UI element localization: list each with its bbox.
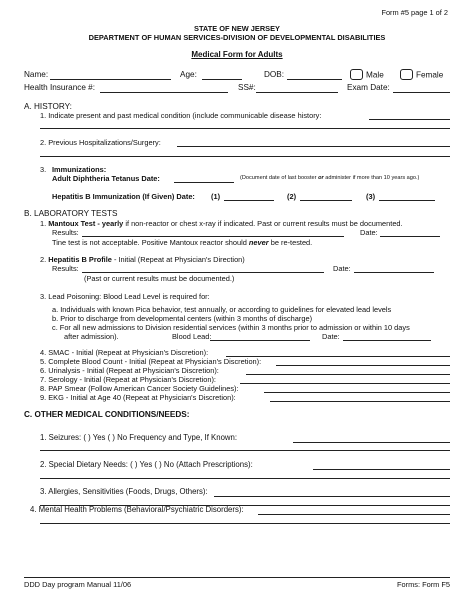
urinalysis-item: 6. Urinalysis - Initial (Repeat at Physician's Discretion): (40, 366, 219, 375)
ekg-field[interactable] (270, 401, 450, 402)
history-1-line[interactable] (40, 128, 450, 129)
mantoux-num: 1. (40, 219, 47, 228)
mantoux-date-field[interactable] (380, 236, 440, 237)
diet-field[interactable] (313, 469, 450, 470)
state-title: STATE OF NEW JERSEY (194, 24, 280, 33)
form-title: Medical Form for Adults (191, 50, 283, 59)
seizures-line[interactable] (40, 450, 450, 451)
dose-2-label: (2) (287, 192, 297, 201)
other-heading: C. OTHER MEDICAL CONDITIONS/NEEDS: (24, 410, 190, 419)
mantoux-desc: if non-reactor or chest x-ray if indicated. Past or current results must be documented. (125, 219, 403, 228)
seizures-field[interactable] (293, 442, 450, 443)
diphtheria-note-2: administer if more than 10 years ago.) (325, 175, 420, 181)
mantoux-item (40, 220, 403, 227)
exam-date-field[interactable] (393, 92, 450, 93)
department-title: DEPARTMENT OF HUMAN SERVICES-DIVISION OF DEVELOPMENTAL DISABILITIES (88, 33, 386, 42)
dob-label: DOB: (264, 70, 285, 79)
blood-lead-label: Blood Lead: (172, 332, 212, 341)
ekg-item: 9. EKG - Initial at Age 40 (Repeat at Physician's Discretion): (40, 393, 236, 402)
female-option[interactable] (400, 70, 443, 81)
lead-item-c: c. For all new admissions to Division residential services (within 3 months prior to admission or within 10 days (52, 323, 410, 332)
age-field[interactable] (202, 79, 242, 80)
hepb-profile-desc: - Initial (Repeat at Physician's Direction) (113, 255, 245, 264)
serology-field[interactable] (240, 383, 450, 384)
insurance-label: Health Insurance #: (24, 83, 96, 92)
age-label: Age: (180, 70, 197, 79)
hepb-profile-num: 2. (40, 255, 47, 264)
urinalysis-field[interactable] (246, 374, 450, 375)
mental-health-line[interactable] (40, 523, 450, 524)
exam-date-label: Exam Date: (347, 83, 390, 92)
male-checkbox[interactable] (350, 69, 363, 80)
cbc-item: 5. Complete Blood Count - Initial (Repeat at Physician's Discretion): (40, 357, 262, 366)
lead-item-a: a. Individuals with known Pica behavior, test annually, or according to guidelines for elevated lead levels (52, 305, 392, 314)
diet-item: 2. Special Dietary Needs: ( ) Yes ( ) No (Attach Prescriptions): (40, 460, 253, 469)
history-2-field[interactable] (177, 146, 450, 147)
female-checkbox[interactable] (400, 69, 413, 80)
cbc-field[interactable] (276, 365, 450, 366)
footer-right: Forms: Form F5 (397, 580, 450, 589)
pap-field[interactable] (264, 392, 450, 393)
blood-lead-field[interactable] (210, 340, 310, 341)
ssn-field[interactable] (256, 92, 338, 93)
dose-3-field[interactable] (379, 200, 435, 201)
dose-2-field[interactable] (300, 200, 352, 201)
seizures-item: 1. Seizures: ( ) Yes ( ) No Frequency and Type, If Known: (40, 433, 238, 442)
footer-left: DDD Day program Manual 11/06 (24, 580, 132, 589)
name-field[interactable] (50, 79, 171, 80)
history-2-line[interactable] (40, 156, 450, 157)
smac-item: 4. SMAC - Initial (Repeat at Physician's Discretion): (40, 348, 209, 357)
name-label: Name: (24, 70, 49, 79)
ssn-label: SS#: (238, 83, 256, 92)
mantoux-label: Mantoux Test - yearly (48, 219, 124, 228)
history-heading: A. HISTORY: (24, 102, 72, 111)
tine-note-2: be re-tested. (270, 238, 313, 247)
past-current-note: (Past or current results must be documented.) (84, 274, 235, 283)
hepb-results-field[interactable] (82, 272, 324, 273)
diphtheria-note (240, 176, 419, 182)
form-number: Form #5 page 1 of 2 (381, 8, 448, 17)
diphtheria-note-or: or (318, 175, 324, 181)
diphtheria-field[interactable] (174, 182, 234, 183)
hepb-immunization-label: Hepatitis B Immunization (If Given) Date: (52, 192, 195, 201)
male-label: Male (366, 70, 384, 80)
diphtheria-note-1: (Document date of last booster (240, 175, 317, 181)
serology-item: 7. Serology - Initial (Repeat at Physician's Discretion): (40, 375, 216, 384)
diphtheria-label: Adult Diphtheria Tetanus Date: (52, 174, 160, 183)
footer-rule (24, 577, 450, 578)
lead-item-c-cont: after admission). (64, 332, 119, 341)
hepb-date-label: Date: (333, 264, 351, 273)
lead-date-field[interactable] (343, 340, 431, 341)
lead-item-b: b. Prior to discharge from developmental centers (within 3 months of discharge) (52, 314, 313, 323)
hepb-profile-item (40, 256, 245, 263)
dose-1-label: (1) (211, 192, 221, 201)
mantoux-date-label: Date: (360, 228, 378, 237)
allergies-item: 3. Allergies, Sensitivities (Foods, Drugs, Others): (40, 487, 208, 496)
history-item-2: 2. Previous Hospitalizations/Surgery: (40, 138, 161, 147)
history-item-3-num: 3. (40, 165, 47, 174)
diet-line[interactable] (40, 478, 450, 479)
pap-item: 8. PAP Smear (Follow American Cancer Society Guidelines): (40, 384, 239, 393)
dose-3-label: (3) (366, 192, 376, 201)
female-label: Female (416, 70, 444, 80)
hepb-results-label: Results: (52, 264, 79, 273)
lab-heading: B. LABORATORY TESTS (24, 209, 118, 218)
dose-1-field[interactable] (224, 200, 274, 201)
male-option[interactable] (350, 70, 384, 81)
mental-health-field[interactable] (258, 514, 450, 515)
dob-field[interactable] (287, 79, 342, 80)
mental-health-item: 4. Mental Health Problems (Behavioral/Psychiatric Disorders): (30, 505, 244, 514)
lead-date-label: Date: (322, 332, 340, 341)
allergies-field[interactable] (214, 496, 450, 497)
mantoux-results-field[interactable] (82, 236, 344, 237)
lead-question: 3. Lead Poisoning: Blood Lead Level is required for: (40, 292, 210, 301)
tine-note (52, 239, 312, 246)
hepb-date-field[interactable] (354, 272, 434, 273)
hepb-profile-label: Hepatitis B Profile (48, 255, 112, 264)
tine-note-1: Tine test is not acceptable. Positive Mantoux reactor should (52, 238, 247, 247)
history-item-1: 1. Indicate present and past medical condition (include communicable disease history: (40, 111, 322, 120)
history-1-field[interactable] (369, 119, 450, 120)
insurance-field[interactable] (100, 92, 228, 93)
immunizations-heading: Immunizations: (52, 165, 107, 174)
mantoux-results-label: Results: (52, 228, 79, 237)
tine-note-never: never (248, 238, 269, 247)
